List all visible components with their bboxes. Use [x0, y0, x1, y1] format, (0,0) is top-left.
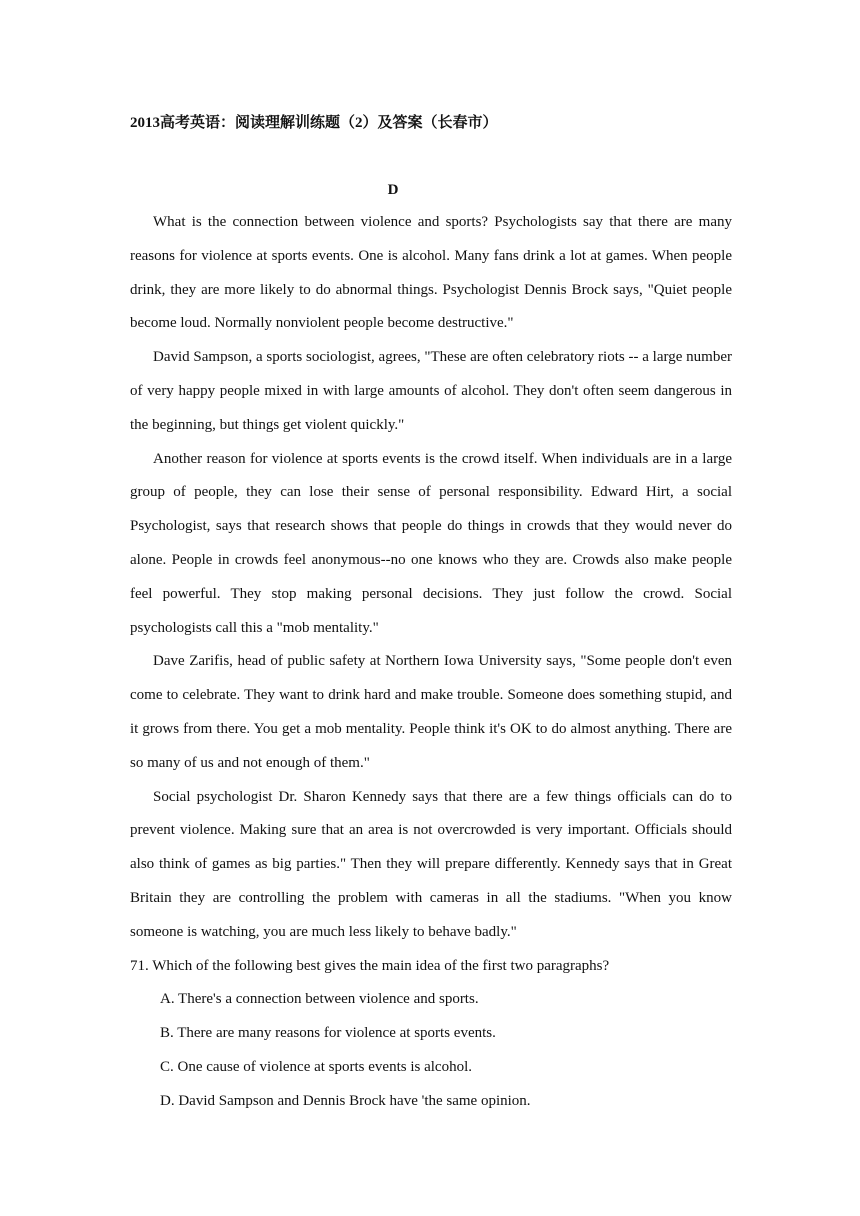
section-letter: D [387, 182, 399, 198]
paragraph-4: Dave Zarifis, head of public safety at Northern Iowa University says, "Some people don't even come to celebrate. They want to drink hard and make trouble. Someone does something stupid, and it grows from there. You get a mob mentality. People think it's OK to do almost anything. There are so many of us and not enough of them." [130, 653, 732, 771]
option-a: A. There's a connection between violence and sports. [160, 991, 479, 1008]
question-stem: 71. Which of the following best gives the main idea of the first two paragraphs? [130, 957, 610, 974]
option-d: D. David Sampson and Dennis Brock have 'the same opinion. [160, 1092, 531, 1109]
paragraph-3: Another reason for violence at sports events is the crowd itself. When individuals are in a large group of people, they can lose their sense of personal responsibility. Edward Hirt, a social Psychologist, says that research shows that people do things in crowds that they would never do alone. People in crowds feel anonymous--no one knows who they are. Crowds also make people feel powerful. They stop making personal decisions. They just follow the crowd. Social psychologists call this a "mob mentality." [130, 450, 732, 636]
option-b: B. There are many reasons for violence at sports events. [160, 1025, 496, 1042]
paragraph-1: What is the connection between violence and sports? Psychologists say that there are many reasons for violence at sports events. One is alcohol. Many fans drink a lot at games. When people drink, they are more likely to do abnormal things. Psychologist Dennis Brock says, "Quiet people become loud. Normally nonviolent people become destructive." [130, 214, 732, 332]
reading-passage [130, 206, 732, 1119]
question-block [130, 950, 732, 1119]
document-title: 2013高考英语：阅读理解训练题（2）及答案（长春市） [130, 115, 498, 131]
paragraph-2: David Sampson, a sports sociologist, agrees, "These are often celebratory riots -- a large number of very happy people mixed in with large amounts of alcohol. They don't often seem dangerous in the beginning, but things get violent quickly." [130, 349, 732, 433]
option-c: C. One cause of violence at sports events is alcohol. [160, 1058, 472, 1075]
paragraph-5: Social psychologist Dr. Sharon Kennedy says that there are a few things officials can do to prevent violence. Making sure that an area is not overcrowded is very important. Officials should also think of games as big parties." Then they will prepare differently. Kennedy says that in Great Britain they are controlling the problem with cameras in all the stadiums. "When you know someone is watching, you are much less likely to behave badly." [130, 788, 732, 940]
